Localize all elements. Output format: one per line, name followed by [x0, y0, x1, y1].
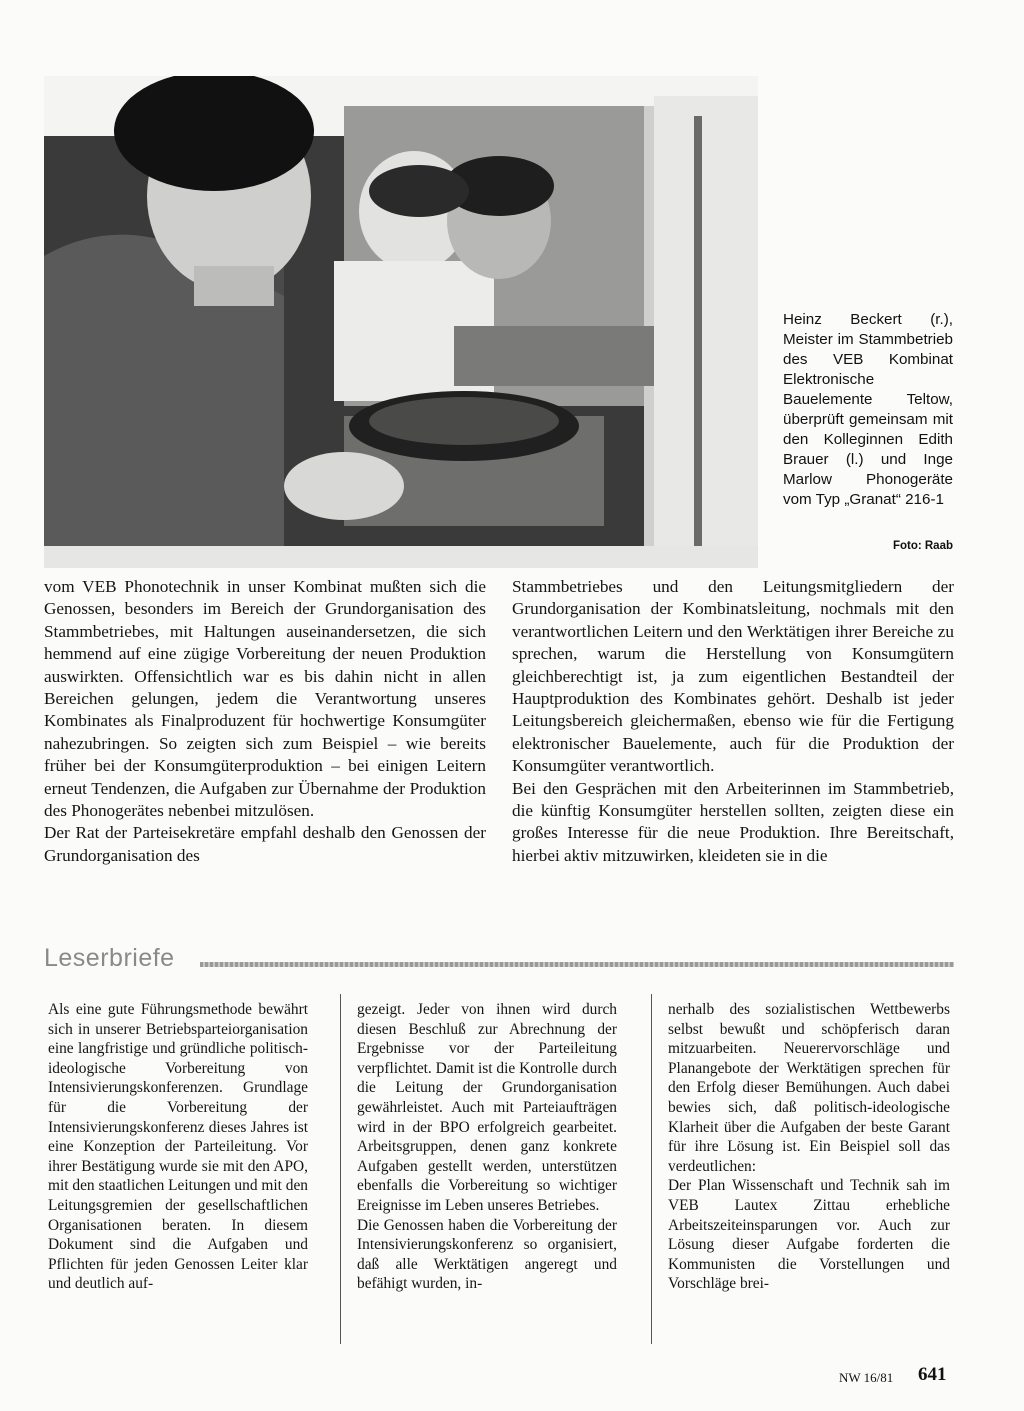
article-photo: [44, 76, 758, 568]
article-paragraph: Stammbetriebes und den Leitungsmitgliedern der Grundorganisation der Kombinatsleitung, nochmals mit den verantwortlichen Leitern und den Werktätigen ihrer Bereiche zu sprechen, warum die Herstellung von Konsumgütern gleichberechtigt ist, ja zum eigentlichen Bestandteil der Hauptproduktion des Kombinates gehört. Deshalb ist jeder Leitungsbereich gleichermaßen, ebenso wie für die Fertigung elektronischer Bauelemente, auch für die Produktion der Konsumgüter verantwortlich.: [512, 577, 954, 776]
article-paragraph: vom VEB Phonotechnik in unser Kombinat mußten sich die Genossen, besonders im Bereich der Grundorganisation des Stammbetriebes, mit Haltungen auseinandersetzen, die sich hemmend auf eine zügige Vorbereitung der neuen Produktion auswirkten. Offensichtlich war es bis dahin nicht in allen Bereichen gelungen, jedem die Verantwortung unseres Kombinates als Finalproduzent für hochwertige Konsumgüter nahezubringen. So zeigten sich zum Beispiel – wie bereits früher bei der Konsumgüterproduktion – bei einigen Leitern erneut Tendenzen, die Aufgaben zur Übernahme der Produktion des Phonogerätes nebenbei mitzulösen.: [44, 577, 486, 821]
photo-credit: Foto: Raab: [892, 540, 953, 552]
article-column-left: [44, 576, 486, 867]
letters-column-2: [357, 1000, 617, 1294]
page-number: 641: [918, 1364, 947, 1385]
article-paragraph: Der Rat der Parteisekretäre empfahl deshalb den Genossen der Grundorganisation des: [44, 823, 486, 865]
letter-paragraph: nerhalb des sozialistischen Wettbewerbs selbst bewußt und schöpferisch daran mitzuarbeiten. Neuerervorschläge und Planangebote der Werktätigen sprechen für den Erfolg dieser Bemühungen. Auch dabei bewies sich, daß politisch-ideologische Klarheit über die Aufgaben der beste Garant für ihre Lösung ist. Ein Beispiel soll das verdeutlichen:: [668, 1001, 950, 1175]
letters-column-1: [48, 1000, 308, 1294]
issue-number: NW 16/81: [839, 1370, 894, 1385]
photo-caption: Heinz Beckert (r.), Meister im Stammbetrieb des VEB Kombinat Elektronische Bauelemente Teltow, überprüft gemeinsam mit den Kolleginnen Edith Brauer (l.) und Inge Marlow Phonogeräte vom Typ „Granat“ 216-1: [783, 311, 953, 508]
section-title: Leserbriefe: [44, 944, 175, 972]
letter-paragraph: Der Plan Wissenschaft und Technik sah im VEB Lautex Zittau erhebliche Arbeitszeiteinsparungen vor. Auch zur Lösung dieser Aufgabe forderten die Kommunisten die Vorstellungen und Vorschläge brei-: [668, 1177, 950, 1293]
letter-paragraph: gezeigt. Jeder von ihnen wird durch diesen Beschluß zur Abrechnung der Ergebnisse vor der Parteileitung verpflichtet. Damit ist die Kontrolle durch die Leitung der Grundorganisation gewährleistet. Auch mit Parteiaufträgen wird in der BPO erfolgreich gearbeitet. Arbeitsgruppen, denen ganz konkrete Aufgaben gestellt werden, unterstützen ebenfalls die Vorbereitung so wichtiger Ereignisse im Leben unseres Betriebes.: [357, 1001, 617, 1214]
column-divider: [651, 994, 652, 1344]
section-rule: [200, 962, 954, 967]
letters-column-3: [668, 1000, 950, 1294]
article-column-right: [512, 576, 954, 867]
article-paragraph: Bei den Gesprächen mit den Arbeiterinnen im Stammbetrieb, die künftig Konsumgüter herstellen sollten, zeigten diese ein großes Interesse für die neue Produktion. Ihre Bereitschaft, hierbei aktiv mitzuwirken, kleideten sie in die: [512, 778, 954, 865]
letter-paragraph: Die Genossen haben die Vorbereitung der Intensivierungskonferenz so organisiert, daß alle Werktätigen angeregt und befähigt wurden, in-: [357, 1216, 617, 1293]
letter-paragraph: Als eine gute Führungsmethode bewährt sich in unserer Betriebsparteiorganisation eine langfristige und gründliche politisch-ideologische Vorbereitung von Intensivierungskonferenzen. Grundlage für die Vorbereitung der Intensivierungskonferenz dieses Jahres ist eine Konzeption der Parteileitung. Vor ihrer Bestätigung wurde sie mit den APO, mit den staatlichen Leitungen und mit den Leitungsgremien der gesellschaftlichen Organisationen beraten. In diesem Dokument sind die Aufgaben und Pflichten für jeden Genossen Leiter klar und deutlich auf-: [48, 1001, 308, 1293]
photo-icon: [44, 76, 758, 568]
column-divider: [340, 994, 341, 1344]
section-header: [44, 944, 954, 976]
